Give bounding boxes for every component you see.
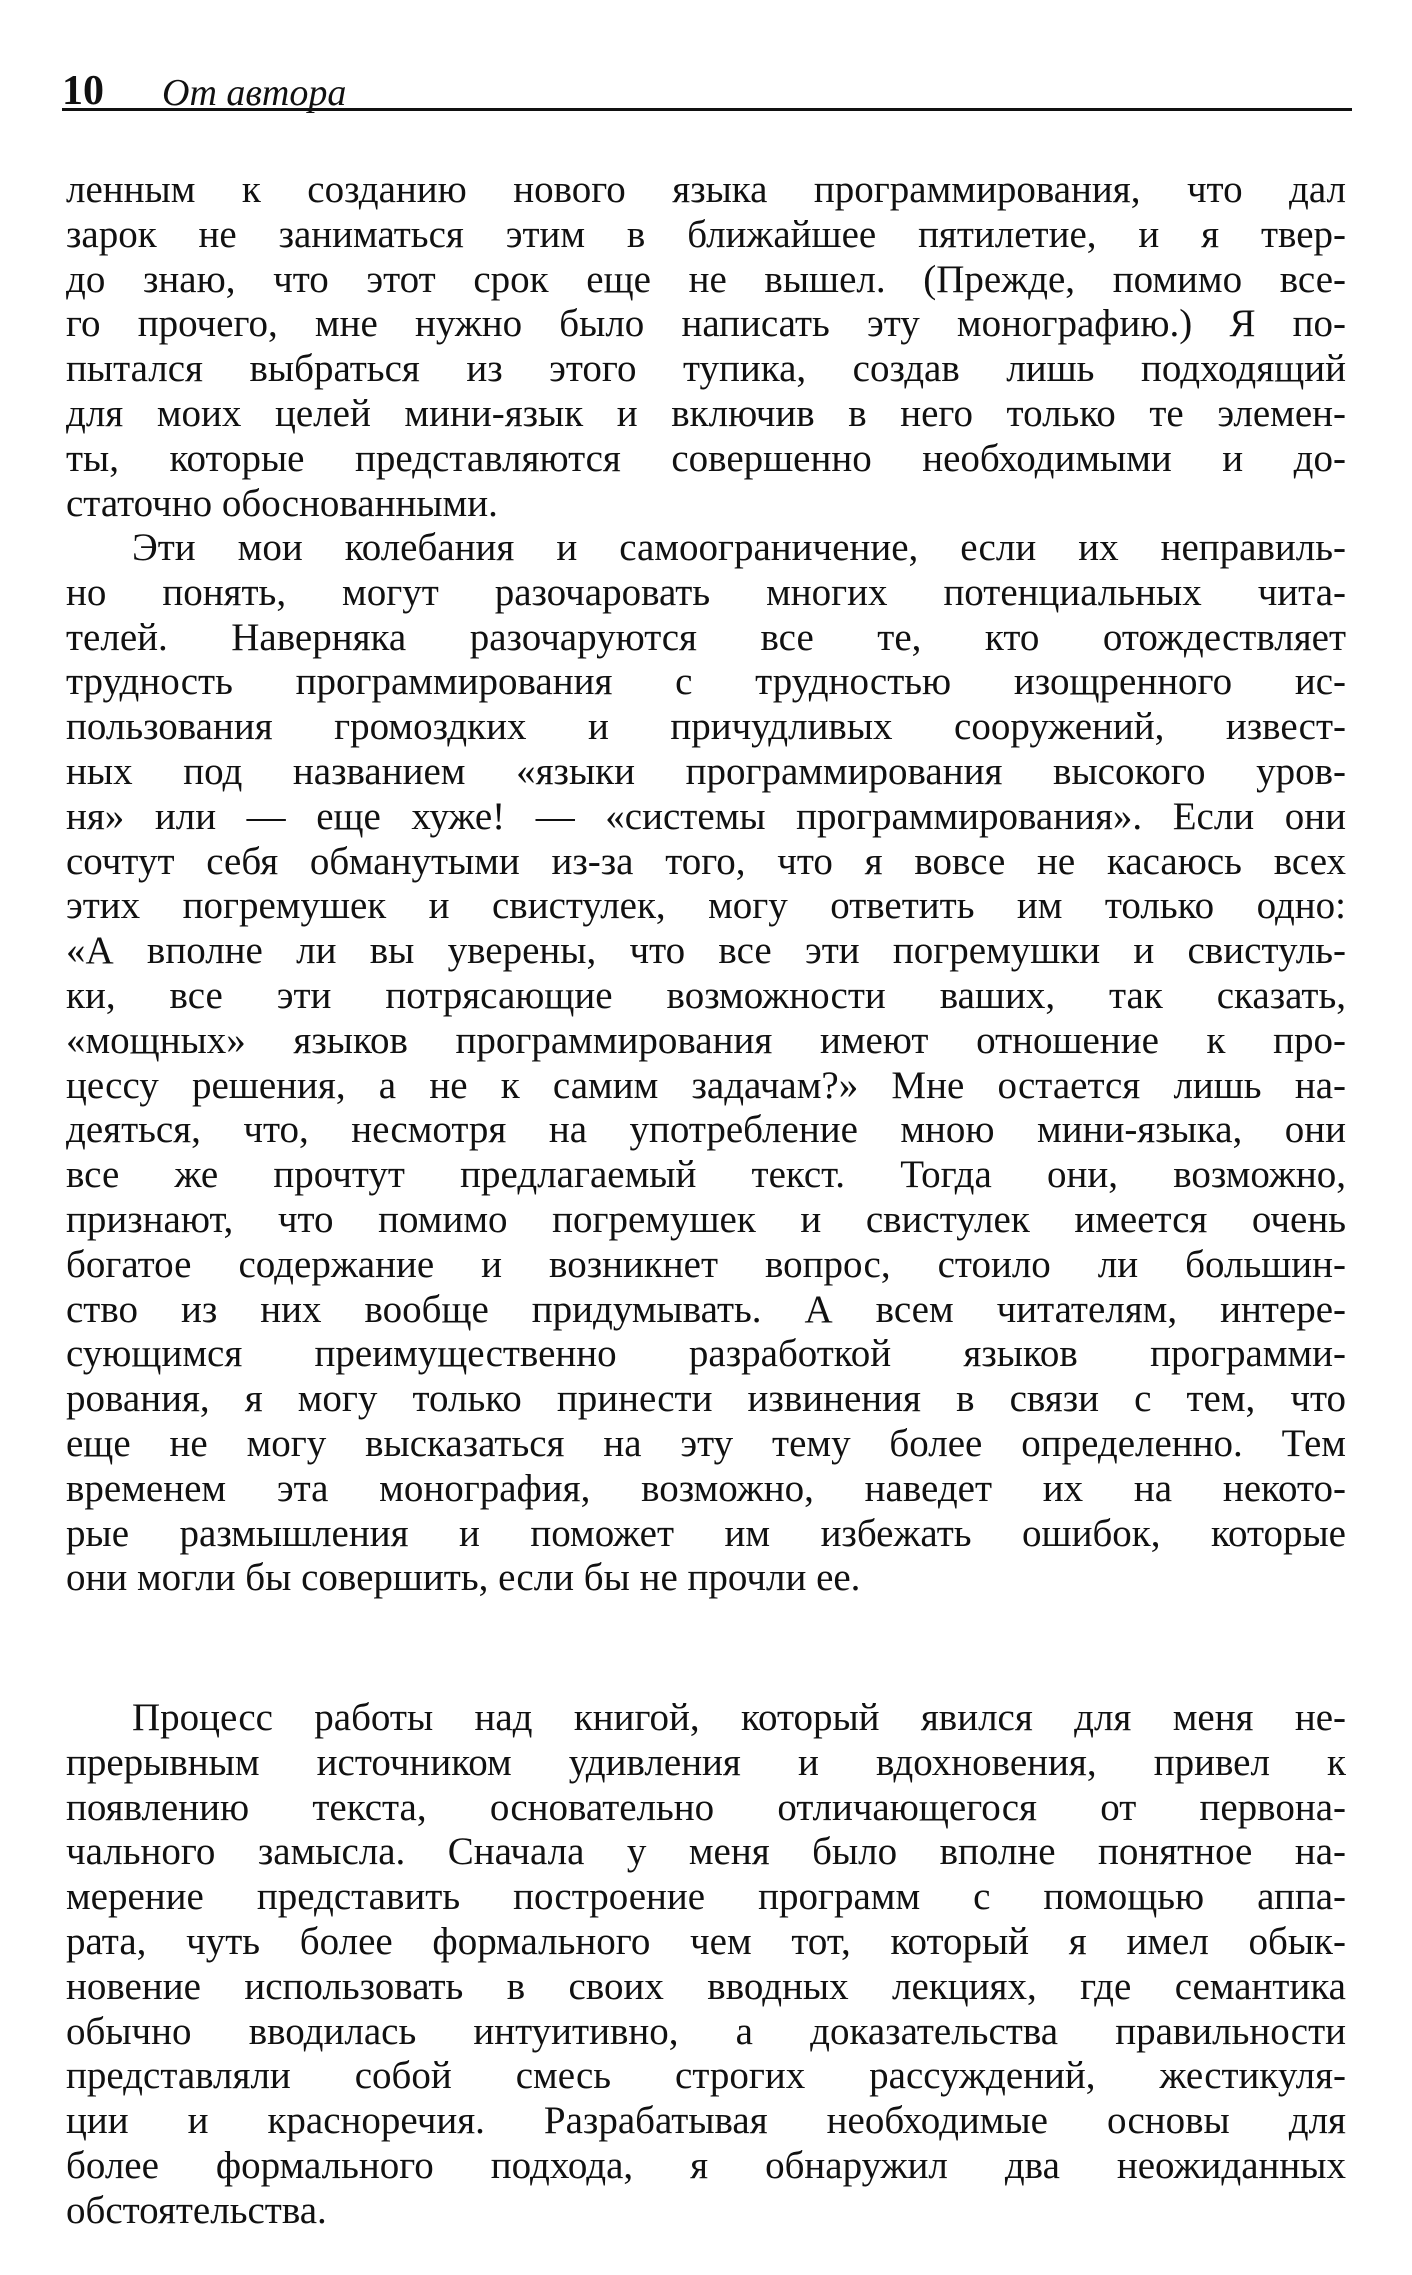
text-line: временем эта монография, возможно, наведет их на некото-	[66, 1466, 1346, 1510]
text-line: богатое содержание и возникнет вопрос, стоило ли большин-	[66, 1242, 1346, 1286]
text-line: пользования громоздких и причудливых сооружений, извест-	[66, 705, 1346, 749]
page-header	[62, 52, 1352, 112]
text-line: «мощных» языков программирования имеют отношение к про-	[66, 1018, 1346, 1062]
text-line: сочтут себя обманутыми из-за того, что я вовсе не касаюсь всех	[66, 839, 1346, 883]
header-rule	[62, 108, 1352, 111]
text-line: ных под названием «языки программирования высокого уров-	[66, 749, 1346, 793]
text-line: го прочего, мне нужно было написать эту монографию.) Я по-	[66, 302, 1346, 346]
text-line: рые размышления и поможет им избежать ошибок, которые	[66, 1511, 1346, 1555]
text-line: цессу решения, а не к самим задачам?» Мне остается лишь на-	[66, 1063, 1346, 1107]
running-title: От автора	[162, 72, 347, 114]
text-line: пытался выбраться из этого тупика, создав лишь подходящий	[66, 347, 1346, 391]
text-line: рования, я могу только принести извинения в связи с тем, что	[66, 1377, 1346, 1421]
text-line: «А вполне ли вы уверены, что все эти погремушки и свистуль-	[66, 929, 1346, 973]
paragraph-1	[66, 168, 1346, 526]
text-line: мерение представить построение программ с помощью аппа-	[66, 1875, 1346, 1919]
text-line: Эти мои колебания и самоограничение, если их неправиль-	[132, 526, 1346, 569]
text-line: ленным к созданию нового языка программирования, что дал	[66, 168, 1346, 211]
text-line: рата, чуть более формального чем тот, который я имел обык-	[66, 1919, 1346, 1963]
text-line: телей. Наверняка разочаруются все те, кто отождествляет	[66, 615, 1346, 659]
text-line: ня» или — еще хуже! — «системы программирования». Если они	[66, 794, 1346, 838]
text-line: трудность программирования с трудностью изощренного ис-	[66, 660, 1346, 704]
text-line: все же прочтут предлагаемый текст. Тогда они, возможно,	[66, 1153, 1346, 1197]
text-line: статочно обоснованными.	[66, 481, 498, 525]
text-line: до знаю, что этот срок еще не вышел. (Прежде, помимо все-	[66, 257, 1346, 301]
text-line: они могли бы совершить, если бы не прочли ее.	[66, 1556, 861, 1600]
text-line: признают, что помимо погремушек и свистулек имеется очень	[66, 1197, 1346, 1241]
text-line: более формального подхода, я обнаружил два неожиданных	[66, 2143, 1346, 2187]
text-line: обстоятельства.	[66, 2188, 327, 2232]
text-line: обычно вводилась интуитивно, а доказательства правильности	[66, 2009, 1346, 2053]
text-line: ты, которые представляются совершенно необходимыми и до-	[66, 436, 1346, 480]
text-line: ции и красноречия. Разрабатывая необходимые основы для	[66, 2099, 1346, 2143]
text-line: новение использовать в своих вводных лекциях, где семантика	[66, 1964, 1346, 2008]
text-line: еще не могу высказаться на эту тему более определенно. Тем	[66, 1421, 1346, 1465]
text-line: Процесс работы над книгой, который явился для меня не-	[132, 1696, 1346, 1739]
paragraph-3	[66, 1696, 1346, 2234]
text-line: для моих целей мини-язык и включив в него только те элемен-	[66, 391, 1346, 435]
text-line: появлению текста, основательно отличающегося от первона-	[66, 1785, 1346, 1829]
text-line: этих погремушек и свистулек, могу ответить им только одно:	[66, 884, 1346, 928]
text-line: прерывным источником удивления и вдохновения, привел к	[66, 1740, 1346, 1784]
text-line: сующимся преимущественно разработкой языков программи-	[66, 1332, 1346, 1376]
text-line: деяться, что, несмотря на употребление мною мини-языка, они	[66, 1108, 1346, 1152]
page-number: 10	[62, 68, 104, 114]
text-line: ки, все эти потрясающие возможности ваших, так сказать,	[66, 973, 1346, 1017]
text-line: но понять, могут разочаровать многих потенциальных чита-	[66, 570, 1346, 614]
text-line: чального замысла. Сначала у меня было вполне понятное на-	[66, 1830, 1346, 1874]
text-line: ство из них вообще придумывать. А всем читателям, интере-	[66, 1287, 1346, 1331]
paragraph-2	[66, 526, 1346, 1601]
text-line: представляли собой смесь строгих рассуждений, жестикуля-	[66, 2054, 1346, 2098]
text-line: зарок не заниматься этим в ближайшее пятилетие, и я твер-	[66, 212, 1346, 256]
